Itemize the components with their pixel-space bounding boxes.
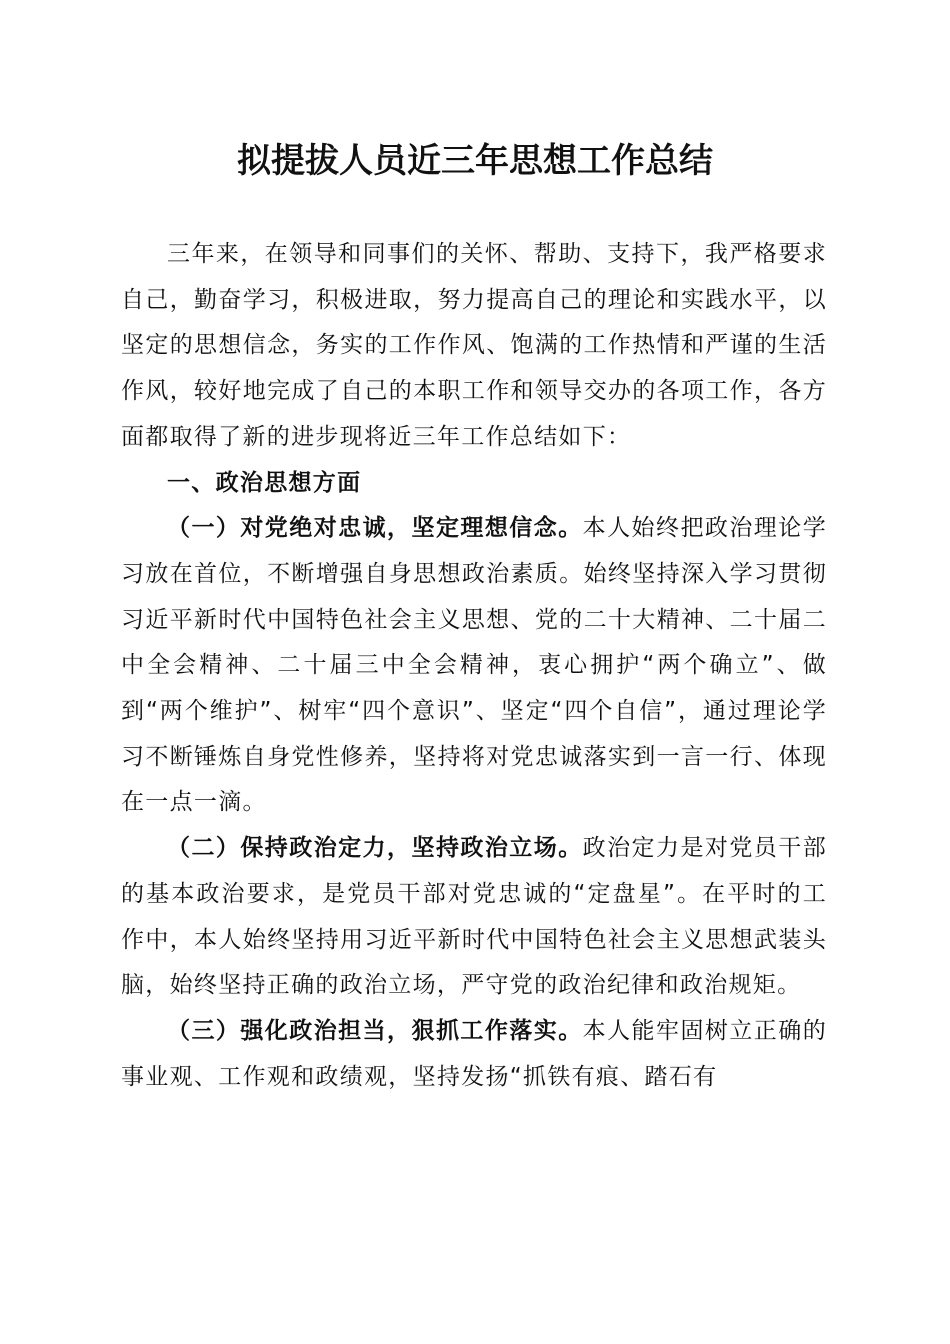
item-2-lead: （二）保持政治定力，坚持政治立场。 <box>167 835 583 862</box>
item-1-text: 本人始终把政治理论学习放在首位，不断增强自身思想政治素质。始终坚持深入学习贯彻习近平新时代中国特色社会主义思想、党的二十大精神、二十届二中全会精神、二十届三中全会精神，衷心拥护“两个确立”、做到“两个维护”、树牢“四个意识”、坚定“四个自信”，通过理论学习不断锤炼自身党性修养，坚持将对党忠诚落实到一言一行、体现在一点一滴。 <box>121 515 828 816</box>
item-2-text: 政治定力是对党员干部的基本政治要求，是党员干部对党忠诚的“定盘星”。在平时的工作中，本人始终坚持用习近平新时代中国特色社会主义思想武装头脑，始终坚持正确的政治立场，严守党的政治纪律和政治规矩。 <box>121 835 828 999</box>
paragraph-item-3 <box>121 1009 827 1100</box>
document-body <box>121 232 827 1100</box>
item-3-lead: （三）强化政治担当，狠抓工作落实。 <box>167 1017 583 1044</box>
item-1-lead: （一）对党绝对忠诚，坚定理想信念。 <box>167 515 583 542</box>
section-heading-political-thought: 一、政治思想方面 <box>167 469 362 496</box>
item-3-text: 本人能牢固树立正确的事业观、工作观和政绩观，坚持发扬“抓铁有痕、踏石有 <box>121 1017 828 1090</box>
document-title: 拟提拔人员近三年思想工作总结 <box>237 141 713 181</box>
paragraph-item-2 <box>121 826 827 1009</box>
paragraph-item-1 <box>121 506 827 826</box>
intro-paragraph: 三年来，在领导和同事们的关怀、帮助、支持下，我严格要求自己，勤奋学习，积极进取，努力提高自己的理论和实践水平，以坚定的思想信念，务实的工作作风、饱满的工作热情和严谨的生活作风，较好地完成了自己的本职工作和领导交办的各项工作，各方面都取得了新的进步现将近三年工作总结如下： <box>121 241 827 450</box>
